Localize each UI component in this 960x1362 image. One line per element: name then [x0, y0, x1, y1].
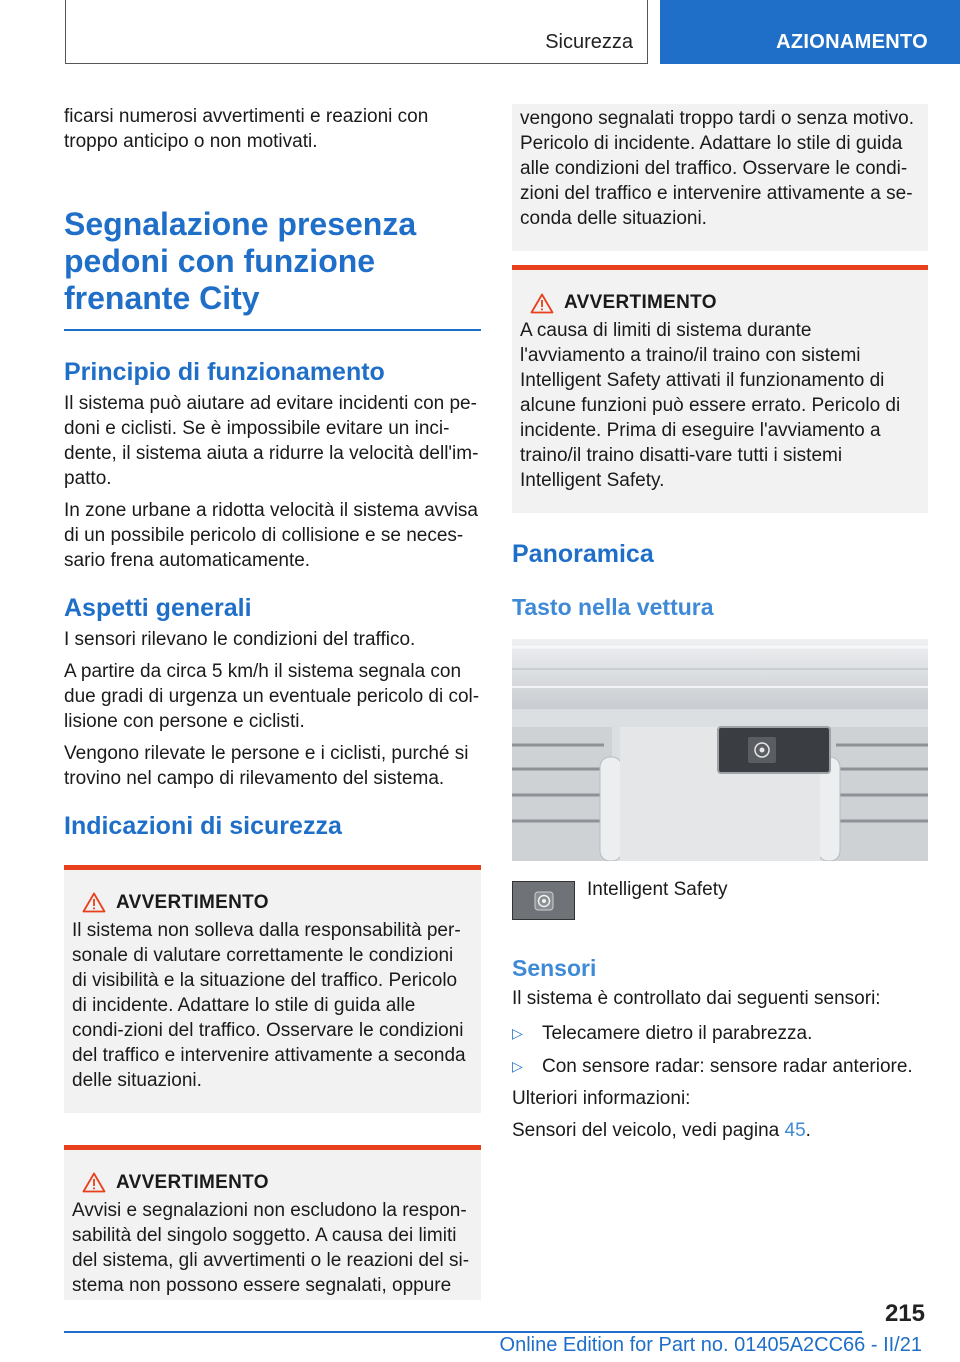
- triangle-bullet-icon: ▷: [512, 1058, 523, 1074]
- general-paragraph-1: I sensori rilevano le condizioni del traffico.: [64, 628, 416, 650]
- page-45-link[interactable]: 45: [784, 1120, 806, 1141]
- principle-paragraph-1: Il sistema può aiutare ad evitare incidenti con pe-doni e ciclisti. Se è impossibile evitare un inci-dente, il sistema aiuta a ridurre la velocità dell'im-patto.: [64, 392, 479, 489]
- warning-2-text: Avvisi e segnalazioni non escludono la respon-sabilità del singolo soggetto. A causa dei limiti del sistema, gli avvertimenti o le reazioni del si-stema non possono essere segnalati, oppure: [72, 1199, 470, 1296]
- header-section-title: Sicurezza: [545, 31, 633, 53]
- footer-edition: Online Edition for Part no. 01405A2CC66 - II/21: [499, 1334, 922, 1356]
- warning-box-1: [64, 865, 481, 1113]
- principle-paragraph-2: In zone urbane a ridotta velocità il sistema avvisa di un possibile pericolo di collisione e se neces-sario frena automaticamente.: [64, 499, 478, 571]
- general-paragraph-2: A partire da circa 5 km/h il sistema segnala con due gradi di urgenza un eventuale pericolo di col-lisione con persone e ciclisti.: [64, 660, 480, 732]
- general-paragraph-3: Vengono rilevate le persone e i ciclisti, purché si trovino nel campo di rilevamento del sistema.: [64, 742, 469, 789]
- sensors-intro: Il sistema è controllato dai seguenti sensori:: [512, 988, 881, 1009]
- sensors-reference-text: Sensori del veicolo, vedi pagina: [512, 1120, 785, 1141]
- header-chapter-tab[interactable]: [660, 0, 960, 64]
- warning-3-text: A causa di limiti di sistema durante l'avviamento a traino/il traino con sistemi Intelligent Safety attivati il funzionamento di alcune funzioni può essere errato. Pericolo di incidente. Prima di eseguire l'avviamento a traino/il traino disatti-vare tutti i sistemi Intelligent Safety.: [520, 320, 901, 491]
- header-section-box: [65, 0, 648, 64]
- intro-paragraph: ficarsi numerosi avvertimenti e reazioni con troppo anticipo o non motivati.: [64, 106, 429, 152]
- warning-box-2: [64, 1145, 481, 1300]
- overview-heading: Panoramica: [512, 540, 654, 568]
- right-column: [512, 104, 928, 1143]
- warning-2-continued-text: vengono segnalati troppo tardi o senza motivo. Pericolo di incidente. Adattare lo stile di guida alle condizioni del traffico. Osservare le condi-zioni del traffico e intervenire attivamente a se-conda delle situazioni.: [520, 108, 914, 229]
- list-item: [512, 1054, 928, 1079]
- warning-1-title: AVVERTIMENTO: [116, 891, 269, 913]
- intelligent-safety-icon: [512, 881, 575, 920]
- sensors-reference-end: .: [805, 1120, 811, 1141]
- footer-rule: [64, 1331, 862, 1333]
- warning-1-text: Il sistema non solleva dalla responsabilità per-sonale di valutare correttamente le condizioni di visibilità e la situazione del traffico. Pericolo di incidente. Adattare lo stile di guida alle condi-zioni del traffico. Osservare le condizioni del traffico e intervenire attivamente a seconda delle situazioni.: [72, 919, 466, 1091]
- safety-heading: Indicazioni di sicurezza: [64, 811, 342, 840]
- warning-triangle-icon: [72, 1172, 116, 1193]
- car-button-photo: [512, 639, 928, 861]
- general-heading: Aspetti generali: [64, 593, 252, 622]
- left-column: [64, 104, 481, 1300]
- warning-3-title: AVVERTIMENTO: [564, 292, 717, 313]
- warning-box-3: [512, 265, 928, 513]
- button-legend: [512, 881, 928, 920]
- principle-heading: Principio di funzionamento: [64, 357, 385, 386]
- warning-2-title: AVVERTIMENTO: [116, 1171, 269, 1193]
- header-chapter-label: AZIONAMENTO: [776, 31, 928, 53]
- warning-triangle-icon: [72, 892, 116, 913]
- page-title: Segnalazione presenza pedoni con funzione frenante City: [64, 206, 417, 316]
- button-heading: Tasto nella vettura: [512, 594, 714, 620]
- button-legend-label: Intelligent Safety: [587, 879, 728, 900]
- warning-box-2-continued: [512, 104, 928, 251]
- sensor-item-text: Telecamere dietro il parabrezza.: [542, 1023, 813, 1044]
- warning-triangle-icon: [520, 293, 564, 314]
- sensors-heading: Sensori: [512, 955, 597, 981]
- page-number: 215: [884, 1300, 925, 1327]
- more-info-label: Ulteriori informazioni:: [512, 1088, 691, 1109]
- sensors-list: [512, 1021, 928, 1079]
- triangle-bullet-icon: ▷: [512, 1025, 523, 1041]
- list-item: [512, 1021, 928, 1046]
- sensor-item-text: Con sensore radar: sensore radar anteriore.: [542, 1056, 913, 1077]
- sensors-reference: [512, 1118, 928, 1143]
